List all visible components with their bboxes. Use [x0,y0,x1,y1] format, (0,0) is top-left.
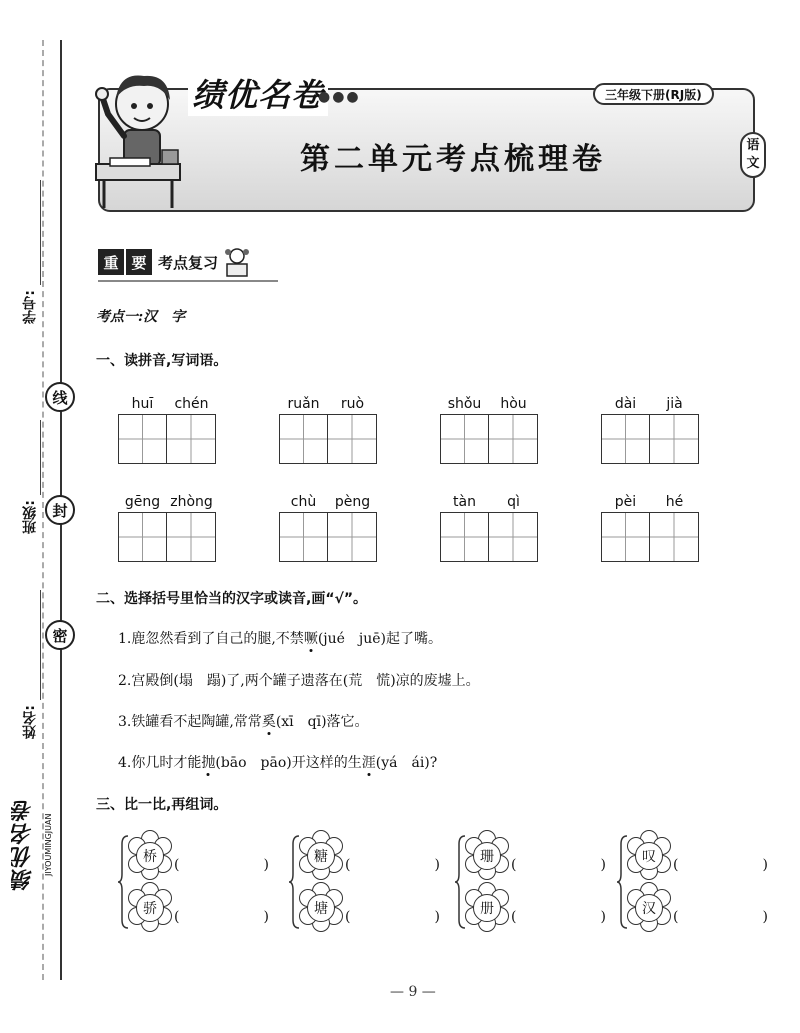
q2-item-4-dot2: 涯 [361,755,376,771]
section-underline [98,280,278,282]
q2-item-1-num: 1. [118,631,132,647]
subject-char-1: 语 [746,138,760,153]
q3-title: 三、比一比,再组词。 [96,797,228,813]
page-number: — 9 — [390,984,436,1000]
compare-group-2 [289,834,440,934]
flower-icon [128,886,172,930]
writing-grid-cell[interactable] [489,414,538,464]
q2-item-4-dot: 抛 [201,755,216,771]
writing-grid-cell[interactable] [489,512,538,562]
compare-character: 珊 [473,842,501,870]
q2-item-4-post: (bāo pāo)开这样的生 [215,755,362,771]
q2-item-1 [118,628,442,648]
flower-icon [465,886,509,930]
pinyin-syllable: chù [290,494,317,510]
name-label: 姓名: [22,705,38,739]
side-logo-text: 绩优名卷 [11,799,36,891]
q1-title: 一、读拼音,写词语。 [96,353,228,369]
compare-group-4 [617,834,768,934]
q2-item-3-dot: 奚 [261,714,276,730]
compare-character: 糖 [307,842,335,870]
q2-item-4-post2: (yá ái)? [375,755,438,771]
q2-item-3-num: 3. [118,714,132,730]
seal-line: 线 [45,382,75,412]
writing-grid-cell[interactable] [118,512,167,562]
logo-dots: ●●● [318,89,361,105]
writing-grid-cell[interactable] [167,512,216,562]
flower-icon [299,886,343,930]
pinyin-syllable: dài [614,396,637,412]
pinyin-syllable: tàn [453,494,476,510]
pinyin-syllable: jià [666,396,683,412]
q2-item-3 [118,711,369,731]
q2-item-2 [118,670,480,690]
q2-item-3-pre: 铁罐看不起陶罐,常常 [131,714,262,730]
page-title: 第二单元考点梳理卷 [300,142,606,177]
pinyin-syllable: ruǎn [287,396,320,412]
answer-blank[interactable]: ( ) [345,857,440,873]
name-blank [40,590,41,700]
pinyin-syllable: huī [131,396,154,412]
writing-grid-cell[interactable] [167,414,216,464]
q2-item-3-post: (xī qī)落它。 [275,714,369,730]
writing-grid-cell[interactable] [650,512,699,562]
q2-item-2-text: 宫殿倒(塌 蹋)了,两个罐子遗落在(荒 慌)凉的废墟上。 [131,673,480,689]
compare-character: 汉 [635,894,663,922]
compare-character: 塘 [307,894,335,922]
pinyin-syllable: qì [507,494,520,510]
compare-character: 骄 [136,894,164,922]
student-number-label: 学号: [22,290,38,324]
side-logo-pinyin: JIYOUMINGJUAN [44,813,53,877]
writing-grid-cell[interactable] [440,512,489,562]
writing-grid-cell[interactable] [118,414,167,464]
flower-icon [465,834,509,878]
student-at-desk-illustration [90,66,190,214]
pinyin-syllable: hòu [500,396,527,412]
q2-item-4-pre: 你几时才能 [131,755,202,771]
answer-blank[interactable]: ( ) [673,857,768,873]
pinyin-syllable: zhòng [170,494,213,510]
seal-seal: 封 [45,495,75,525]
answer-blank[interactable]: ( ) [174,909,269,925]
answer-blank[interactable]: ( ) [673,909,768,925]
section-tag-label: 考点复习 [158,253,219,272]
answer-blank[interactable]: ( ) [511,909,606,925]
subject-badge [740,132,766,178]
q2-item-2-num: 2. [118,673,132,689]
answer-blank[interactable]: ( ) [345,909,440,925]
pinyin-syllable: pèng [334,494,371,510]
compare-group-3 [455,834,606,934]
compare-group-1 [118,834,269,934]
writing-grid-cell[interactable] [650,414,699,464]
side-logo [8,770,53,920]
section-tag [98,246,252,278]
section-tag-char-2: 要 [126,249,152,275]
brand-logo: 绩优名卷 [188,70,328,116]
flower-icon [128,834,172,878]
flower-icon [627,886,671,930]
writing-grid-cell[interactable] [440,414,489,464]
answer-blank[interactable]: ( ) [511,857,606,873]
compare-character: 叹 [635,842,663,870]
q2-item-1-post: (jué juē)起了嘴。 [317,631,443,647]
grade-tag: 三年级下册(RJ版) [593,83,714,105]
compare-character: 桥 [136,842,164,870]
pinyin-syllable: shǒu [447,396,482,412]
writing-grid-cell[interactable] [279,512,328,562]
pinyin-syllable: chén [174,396,209,412]
flower-icon [299,834,343,878]
q2-item-4 [118,752,437,772]
girl-icon [222,246,252,278]
writing-grid-cell[interactable] [279,414,328,464]
class-label: 班级: [22,500,38,534]
pinyin-syllable: ruò [340,396,365,412]
pinyin-syllable: pèi [614,494,637,510]
q2-item-4-num: 4. [118,755,132,771]
q2-item-1-pre: 鹿忽然看到了自己的腿,不禁 [131,631,304,647]
subject-char-2: 文 [746,156,760,171]
writing-grid-cell[interactable] [601,512,650,562]
pinyin-syllable: hé [665,494,684,510]
q2-item-1-dot: 噘 [303,631,318,647]
answer-blank[interactable]: ( ) [174,857,269,873]
q2-title: 二、选择括号里恰当的汉字或读音,画“√”。 [96,591,368,607]
flower-icon [627,834,671,878]
class-blank [40,420,41,495]
seal-secret: 密 [45,620,75,650]
topic-heading: 考点一:汉 字 [96,309,186,325]
writing-grid-cell[interactable] [601,414,650,464]
pinyin-syllable: gēng [124,494,161,510]
section-tag-char-1: 重 [98,249,124,275]
writing-grid-cell[interactable] [328,512,377,562]
writing-grid-cell[interactable] [328,414,377,464]
student-number-blank [40,180,41,285]
compare-character: 册 [473,894,501,922]
